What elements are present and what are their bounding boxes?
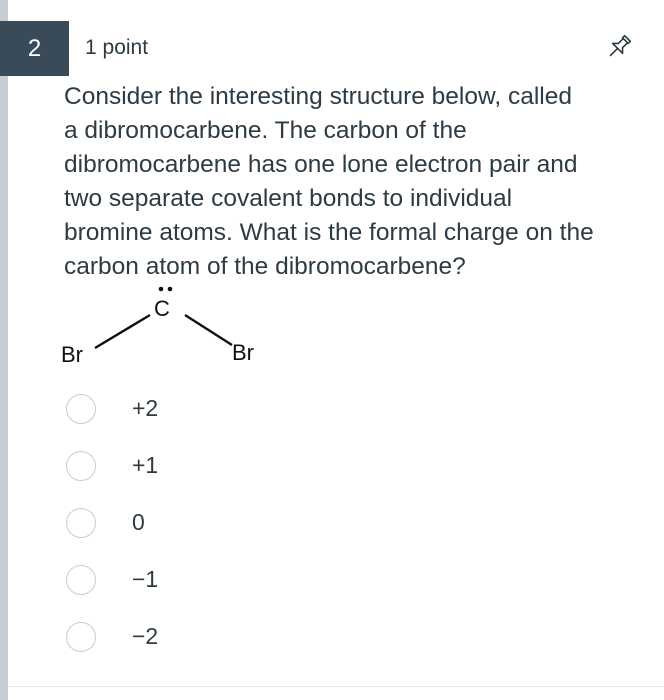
question-number: 2 <box>27 34 42 62</box>
answer-option[interactable] <box>64 380 464 437</box>
lone-pair-dot <box>159 287 164 292</box>
center-atom-label: C <box>154 296 170 321</box>
answer-label: +1 <box>132 452 159 478</box>
answer-label: 0 <box>132 509 145 535</box>
answer-option[interactable] <box>64 551 464 608</box>
radio-button[interactable] <box>66 565 96 595</box>
answer-option[interactable] <box>64 608 464 665</box>
divider <box>8 686 664 687</box>
answer-list <box>64 380 464 665</box>
answer-label: −1 <box>132 566 159 592</box>
radio-button[interactable] <box>66 508 96 538</box>
radio-button[interactable] <box>66 394 96 424</box>
left-atom-label: Br <box>61 342 83 367</box>
pin-icon[interactable] <box>604 32 634 62</box>
answer-label: +2 <box>132 395 159 421</box>
answer-option[interactable] <box>64 494 464 551</box>
answer-option[interactable] <box>64 437 464 494</box>
radio-button[interactable] <box>66 451 96 481</box>
radio-button[interactable] <box>66 622 96 652</box>
question-text: Consider the interesting structure below, called a dibromocarbene. The carbon of the dibromocarbene has one lone electron pair and two separate covalent bonds to individual bromine atoms. What is the formal charge on the carbon atom of the dibromocarbene? <box>64 83 594 280</box>
question-number-badge <box>0 21 69 76</box>
right-atom-label: Br <box>232 340 254 365</box>
dibromocarbene-structure <box>55 285 275 375</box>
left-rail <box>0 0 8 700</box>
answer-label: −2 <box>132 623 159 649</box>
points-label: 1 point <box>85 36 149 59</box>
lone-pair-dot <box>168 287 173 292</box>
